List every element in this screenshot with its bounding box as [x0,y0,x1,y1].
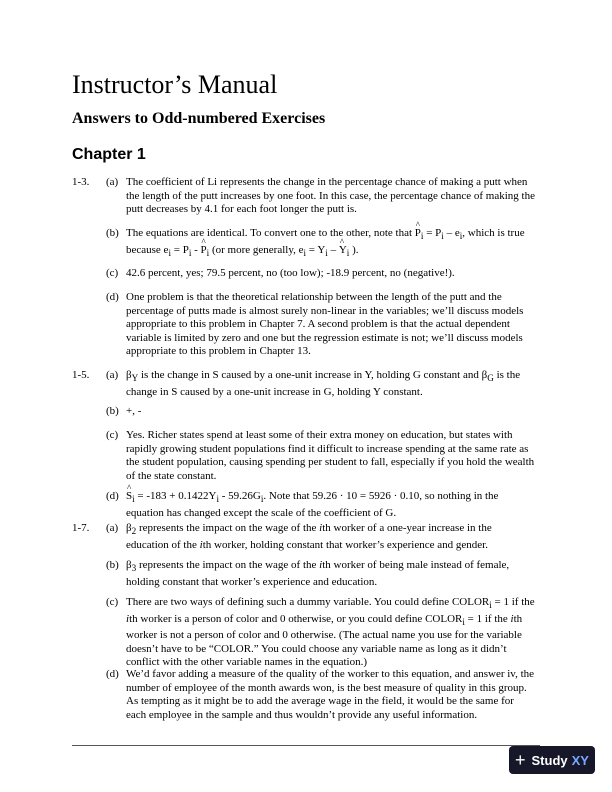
answer-text: $\beta_3$ represents the impact on the wage of the ith worker of being male instead of female, holding constant that worker’s experience and education. [126,559,510,588]
answer-label: (a) [106,369,119,381]
answer-item [106,559,536,589]
answer-item [106,291,536,359]
answer-label: (c) [106,596,119,608]
exercise-number: 1-3. [72,176,90,188]
answer-item [106,490,536,520]
answer-label: (b) [106,227,119,239]
answer-text: +, - [126,405,142,417]
answer-label: (d) [106,490,119,502]
answer-item [106,267,536,281]
brand-accent: XY [571,752,589,768]
answer-item [106,429,536,483]
page-title: Instructor’s Manual [72,70,278,99]
page-subtitle: Answers to Odd-numbered Exercises [72,110,326,127]
studyxy-badge[interactable] [509,746,595,774]
chapter-heading: Chapter 1 [72,146,146,163]
answer-item [106,668,536,722]
brand-text: Study [531,752,568,768]
answer-item [106,596,536,670]
answer-item [106,369,536,399]
answer-item [106,227,536,260]
answer-label: (d) [106,668,119,680]
answer-label: (d) [106,291,119,303]
answer-label: (b) [106,559,119,571]
answer-label: (c) [106,429,119,441]
answer-label: (c) [106,267,119,279]
footer-divider [72,745,540,746]
answer-item [106,405,536,419]
exercise-number: 1-5. [72,369,90,381]
answer-text: $\beta_Y$ is the change in S caused by a one-unit increase in Y, holding G constant and $\beta_G$ is the change in S caused by a one-unit increase in G, holding Y constant. [126,369,521,398]
answer-item [106,176,536,217]
answer-text: The coefficient of Li represents the change in the percentage chance of making a putt when the length of the putt increases by one foot. In this case, the percentage chance of making the putt decreases by 4.1 for each foot longer the putt is. [126,176,535,215]
answer-text: There are two ways of defining such a dummy variable. You could define $COLOR_i = 1$ if the ith worker is a person of color and 0 otherwise, or you could define $COLOR_i = 1$ if the ith worker is not a person of color and 0 otherwise. (The actual name you use for the variable doesn’t have to be “COLOR.” You could choose any variable name as long as it didn’t conflict with the other variable names in the equation.) [126,596,535,669]
answer-label: (a) [106,176,119,188]
answer-text: 42.6 percent, yes; 79.5 percent, no (too low); -18.9 percent, no (negative!). [126,267,455,279]
answer-text: ^ $S_i = -183 + 0.1422Y_i - 59.26G_i$. Note that 59.26 · 10 = 5926 · 0.10, so nothing in the equation has changed except the scale of the coefficient of G. [126,490,536,520]
answer-label: (a) [106,522,119,534]
plus-icon: + [515,749,526,770]
answer-label: (b) [106,405,119,417]
answer-text: $\beta_2$ represents the impact on the wage of the ith worker of a one-year increase in the education of the ith worker, holding constant that worker’s experience and gender. [126,522,492,551]
answer-text: We’d favor adding a measure of the quality of the worker to this equation, and answer iv, the number of employee of the month awards won, is the best measure of quality in this group. As tempting as it might be to add the average wage in the field, it would be the same for each employee in the sample and thus wouldn’t provide any useful information. [126,668,535,721]
exercise-number: 1-7. [72,522,90,534]
answer-item [106,522,536,552]
answer-text: The equations are identical. To convert one to the other, note that ^ $P_i = P_i - e_i$, which is true because $e_i = P_i$ - ^ $P_i$ (or more generally, $e_i = Y_i$ – ^ $Y_i$ ). [126,227,536,260]
answer-text: Yes. Richer states spend at least some of their extra money on education, but states with rapidly growing student populations find it difficult to increase spending at the same rate as the student population, causing spending per student to fall, especially if you hold the wealth of the state constant. [126,429,535,482]
answer-text: One problem is that the theoretical relationship between the length of the putt and the percentage of putts made is almost surely non-linear in the variables; we’ll discuss models appropriate to this problem in Chapter 7. A second problem is that the actual dependent variable is limited by zero and one but the regression estimate is not; we’ll discuss models appropriate to this problem in Chapter 13. [126,291,524,357]
